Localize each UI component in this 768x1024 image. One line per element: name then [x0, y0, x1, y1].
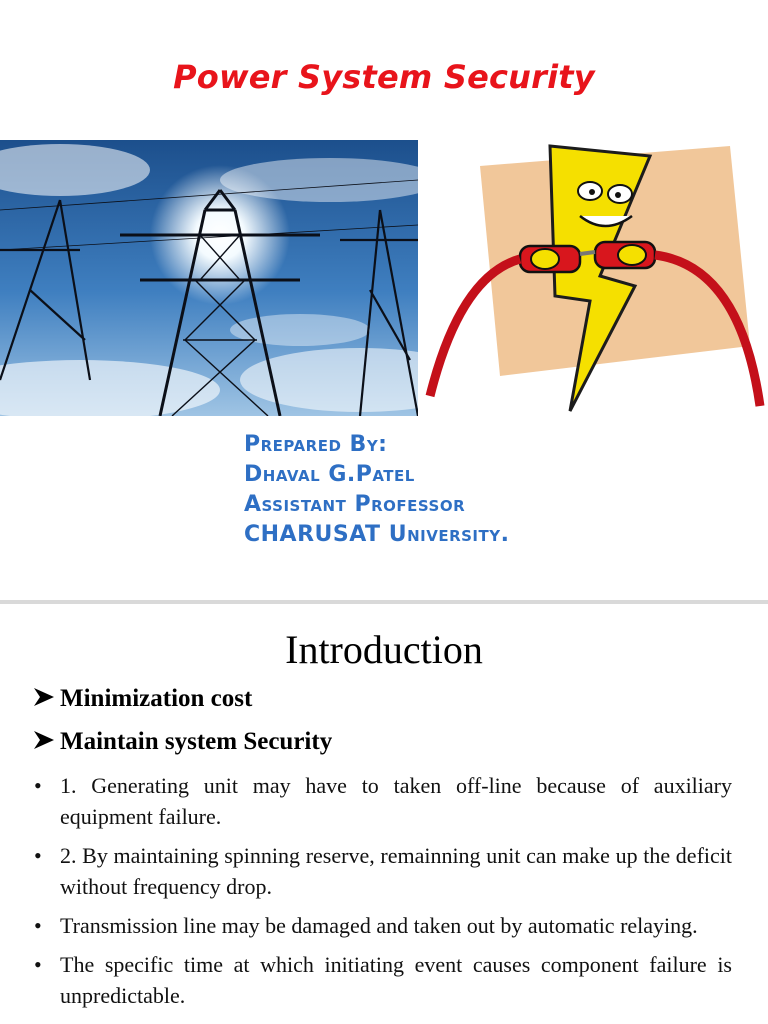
list-item: [34, 770, 732, 832]
list-item: [34, 949, 732, 1011]
list-item: [34, 684, 754, 714]
list-item: [34, 727, 754, 757]
cartoon-lightning-plug: [420, 136, 768, 416]
transmission-tower-photo: [0, 140, 418, 416]
arrow-bullet-icon: [34, 684, 56, 714]
introduction-slide: [0, 604, 768, 1024]
heading-list: [34, 684, 754, 770]
bullet-dot-icon: •: [34, 952, 42, 977]
bullet-text: 2. By maintaining spinning reserve, remainning unit can make up the deficit without frequency drop.: [60, 843, 732, 899]
bullet-dot-icon: •: [34, 773, 42, 798]
prepared-by-label: Prepared By:: [244, 432, 388, 457]
slide-title: Power System Security: [173, 58, 595, 96]
slide-title: Introduction: [285, 627, 483, 672]
bullet-text: 1. Generating unit may have to taken off-line because of auxiliary equipment failure.: [60, 773, 732, 829]
bullet-dot-icon: •: [34, 843, 42, 868]
bullet-text: Transmission line may be damaged and taken out by automatic relaying.: [60, 913, 698, 938]
list-item: [34, 910, 732, 941]
author-institution: CHARUSAT University.: [244, 522, 510, 547]
bullet-dot-icon: •: [34, 913, 42, 938]
author-name: Dhaval G.Patel: [244, 462, 415, 487]
author-position: Assistant Professor: [244, 492, 466, 517]
arrow-bullet-icon: [34, 727, 56, 757]
bullet-text: The specific time at which initiating event causes component failure is unpredictable.: [60, 952, 732, 1008]
prepared-by-block: [244, 430, 744, 550]
heading-text: Maintain system Security: [60, 728, 333, 755]
list-item: [34, 840, 732, 902]
heading-text: Minimization cost: [60, 685, 253, 712]
bullet-list: [34, 770, 732, 1019]
